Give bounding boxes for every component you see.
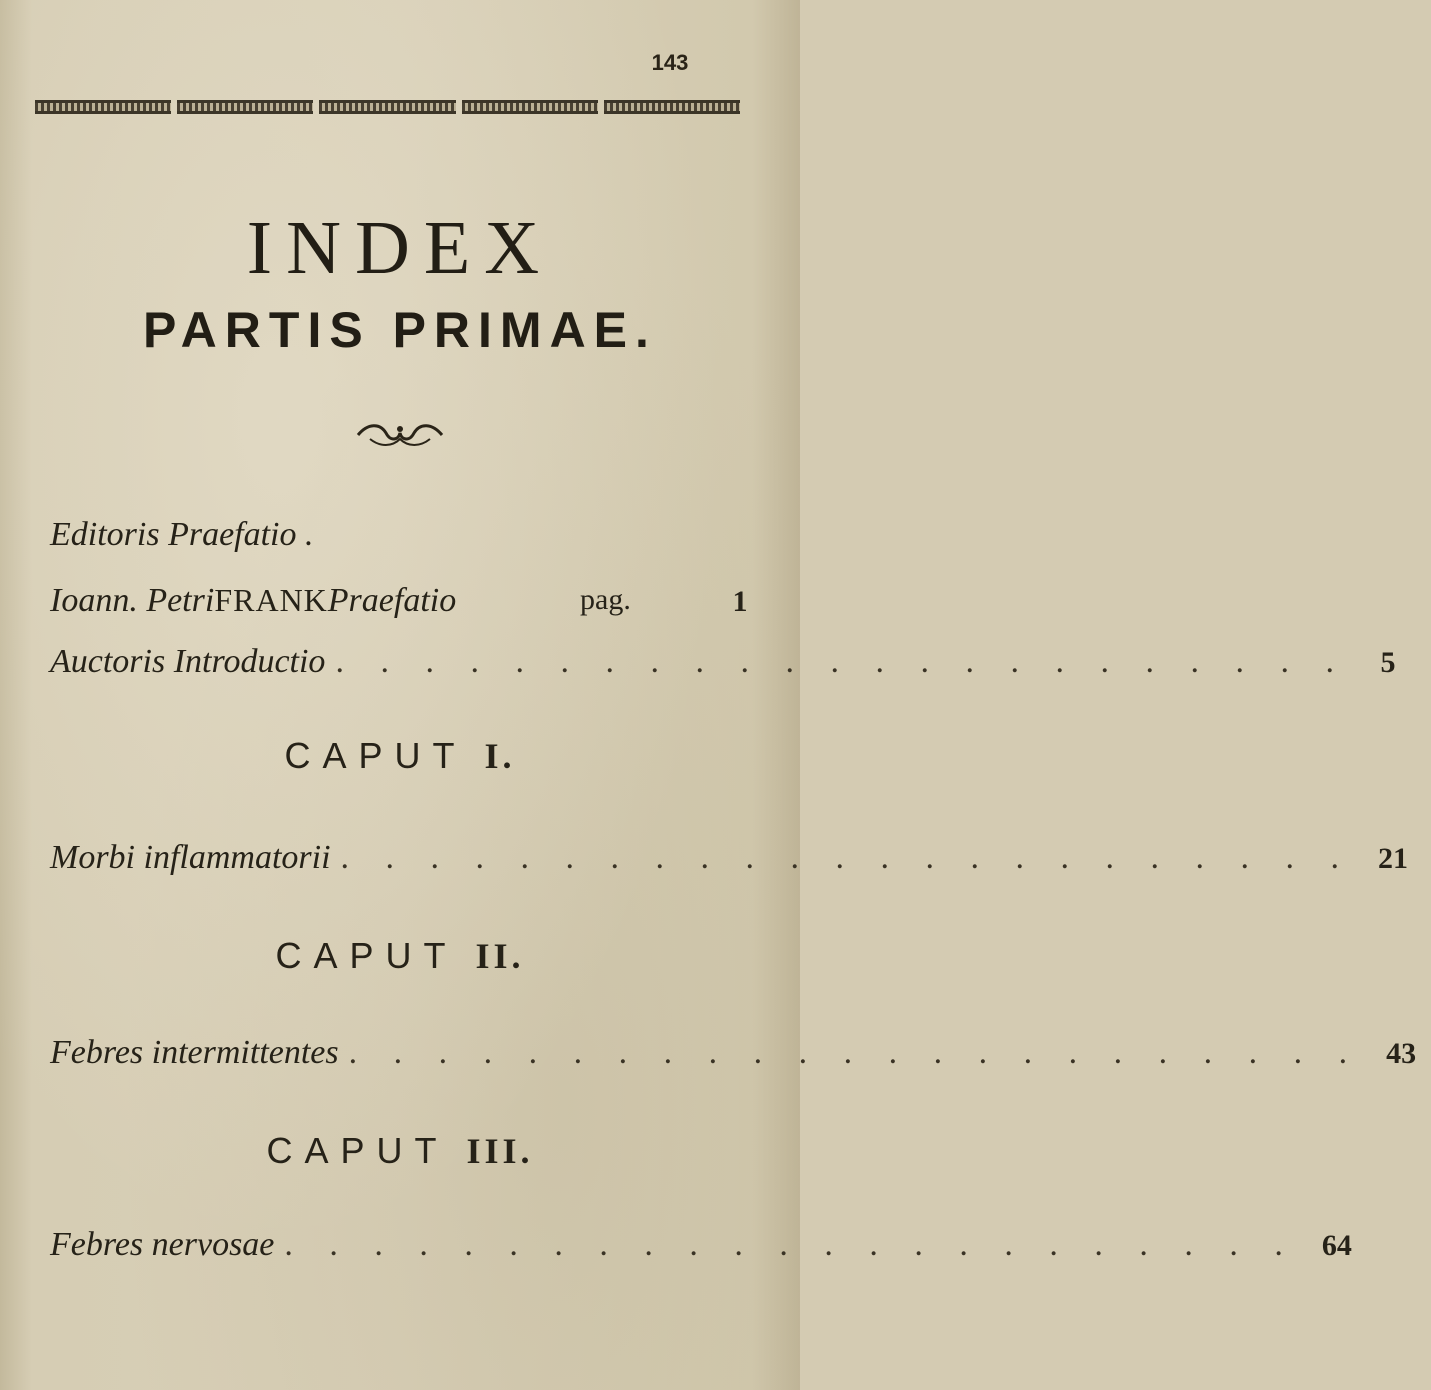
chapter-heading-1: [0, 735, 800, 777]
dot-leader: . . . . . . . . . . . . . . . . . . . . . . .: [340, 839, 1354, 876]
page-number: 143: [651, 50, 689, 75]
chapter-heading-2: [0, 935, 800, 977]
dot-leader: . . . . . . . . . . . . . . . . . . . . . . .: [348, 1034, 1362, 1071]
toc-entry-chapter-2[interactable]: [50, 1033, 1417, 1074]
dot-leader: . . . . . . . . . . . . . . . . . . . . . . .: [335, 643, 1348, 680]
index-subtitle: PARTIS PRIMAE.: [143, 302, 657, 358]
toc-entry-auctoris[interactable]: [50, 642, 1396, 683]
entry-author-name: FRANK: [214, 582, 328, 618]
entry-page-number: 1: [732, 585, 748, 618]
chapter-number: III.: [466, 1131, 534, 1171]
entry-page-number: 5: [1380, 646, 1396, 679]
dot-leader: . . . . . . . . . . . . . . . . . . . . . . .: [284, 1226, 1297, 1263]
chapter-label: CAPUT: [266, 1130, 449, 1171]
entry-title: Febres nervosae: [50, 1226, 275, 1263]
toc-entry-editoris[interactable]: [50, 515, 770, 555]
chapter-label: CAPUT: [275, 935, 458, 976]
ornament-segment: [177, 100, 313, 114]
ornamental-rule: [35, 100, 740, 114]
chapter-number: II.: [475, 936, 525, 976]
entry-page-number: 64: [1321, 1229, 1352, 1262]
entry-page-number: 21: [1378, 842, 1409, 875]
toc-entry-frank[interactable]: [50, 580, 770, 622]
chapter-label: CAPUT: [284, 735, 467, 776]
entry-page-number: 43: [1386, 1037, 1417, 1070]
chapter-heading-3: [0, 1130, 800, 1172]
ornament-segment: [35, 100, 171, 114]
index-title: INDEX: [246, 206, 554, 290]
pag-label: pag.: [580, 583, 631, 616]
entry-title-suffix: Praefatio: [327, 582, 457, 619]
entry-title-prefix: Ioann. Petri: [50, 582, 215, 619]
flourish-ornament-icon: [350, 415, 450, 455]
toc-entry-chapter-3[interactable]: [50, 1225, 1352, 1266]
entry-title: Febres intermittentes: [50, 1034, 339, 1071]
entry-title: Auctoris Introductio: [50, 643, 326, 680]
ornament-segment: [604, 100, 740, 114]
ornament-segment: [319, 100, 455, 114]
entry-title: Editoris Praefatio .: [50, 516, 314, 553]
ornament-segment: [462, 100, 598, 114]
entry-title: Morbi inflammatorii: [50, 839, 331, 876]
toc-entry-chapter-1[interactable]: [50, 838, 1409, 879]
chapter-number: I.: [484, 736, 516, 776]
